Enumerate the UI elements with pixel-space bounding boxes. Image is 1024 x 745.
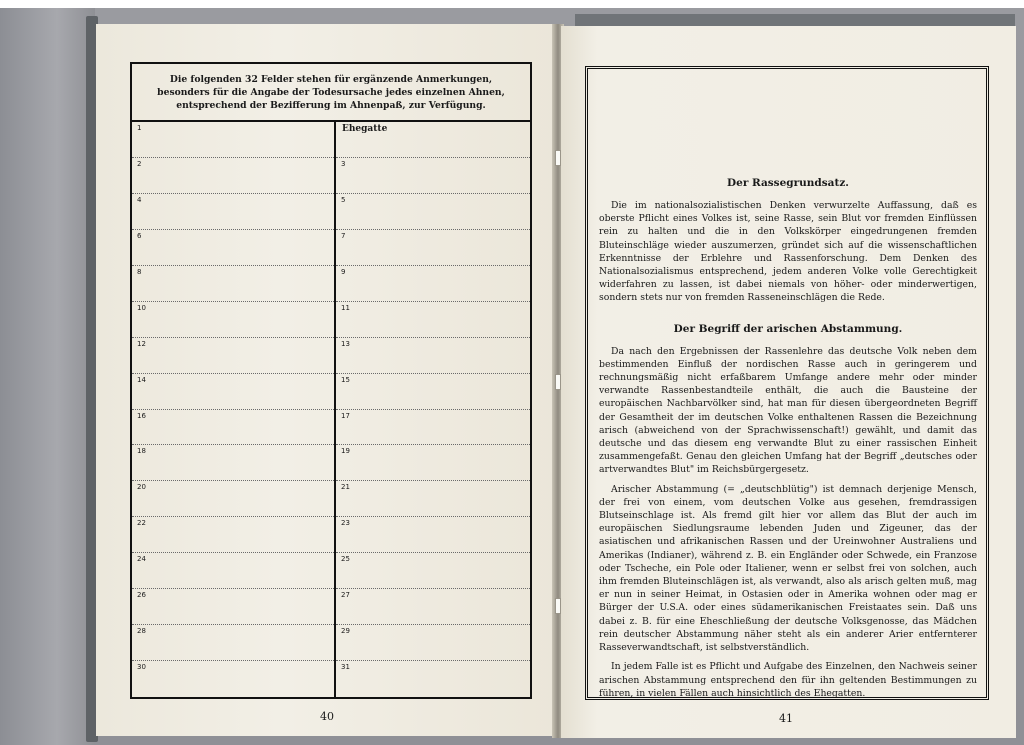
table-cell [336,445,530,481]
cell-number: 10 [137,303,146,312]
cell-number: 11 [341,303,350,312]
cell-number: 30 [137,663,146,672]
right-page [561,26,1016,738]
table-cell [132,445,334,481]
paragraph: In jedem Falle ist es Pflicht und Aufgabe des Einzelnen, den Nachweis seiner arischen Abstammung entsprechend den für ihn geltenden Bestimmungen zu führen, in vielen Fällen auch hinsichtlich des Ehegatten. [599,661,977,699]
table-cell [132,625,334,661]
cell-number: 4 [137,195,142,204]
cell-number: 17 [341,411,350,420]
cell-number: 16 [137,411,146,420]
table-cell [336,410,530,446]
table-body [132,122,530,697]
cell-number: 23 [341,519,350,528]
table-cell [132,266,334,302]
table-cell [132,481,334,517]
cell-number: 14 [137,375,146,384]
cell-number: 13 [341,339,350,348]
cell-number: 15 [341,375,350,384]
table-cell [336,553,530,589]
table-cell [132,122,334,158]
cell-number: 12 [137,339,146,348]
text-frame [585,66,989,700]
cell-number: 22 [137,519,146,528]
cell-number: 18 [137,447,146,456]
table-cell [132,302,334,338]
cell-number: 26 [137,591,146,600]
cell-number: 25 [341,555,350,564]
page-number: 41 [779,712,793,725]
table-cell [132,589,334,625]
table-cell [132,661,334,697]
table-cell [336,517,530,553]
table-cell [336,625,530,661]
table-header-text: Die folgenden 32 Felder stehen für ergänzende Anmerkungen, besonders für die Angabe der Todesursache jedes einzelnen Ahnen, entsprechend der Bezifferung im Ahnenpaß, zur Verfügung. [157,73,505,111]
heading-arische-abstammung: Der Begriff der arischen Abstammung. [673,322,903,335]
table-cell [336,374,530,410]
table-cell [336,266,530,302]
paragraph: Die im nationalsozialistischen Denken verwurzelte Auffassung, daß es oberste Pflicht eines Volkes ist, seine Rasse, sein Blut vor fremden Einflüssen rein zu halten und die in den Volkskörper eingedrungenen fremden Bluteinschläge wieder auszumerzen, gründet sich auf die wissenschaftlichen Erkenntnisse der Erblehre und Rassenforschung. Dem Denken des Nationalsozialismus entsprechend, jedem anderen Volke volle Gerechtigkeit widerfahren zu lassen, ist dabei niemals von höher- oder minderwertigen, sondern stets nur von fremden Rasseneinschlägen die Rede. [599,200,977,304]
cell-number: 9 [341,267,346,276]
table-cell [132,230,334,266]
cell-number: 6 [137,231,142,240]
cell-number: 3 [341,159,346,168]
table-cell [336,481,530,517]
cell-number: 8 [137,267,142,276]
table-cell [336,338,530,374]
table-cell [132,553,334,589]
cell-number: 27 [341,591,350,600]
table-cell [132,374,334,410]
table-cell [132,410,334,446]
cell-number: 28 [137,627,146,636]
table-cell [132,338,334,374]
cell-number: 21 [341,483,350,492]
paragraph: Arischer Abstammung (= „deutschblütig") ist demnach derjenige Mensch, der frei von einem, vom deutschen Volke aus gesehen, fremdrassigen Blutseinschlage ist. Als fremd gilt hier vor allem das Blut der auch im europäischen Siedlungsraume lebenden Juden und Zigeuner, das der asiatischen und afrikanischen Rassen und der Ureinwohner Australiens und Amerikas (Indianer), während z. B. ein Engländer oder Schwede, ein Franzose oder Tscheche, ein Pole oder Italiener, wenn er selbst frei von solchen, auch ihm fremden Bluteinschlägen ist, als verwandt, also als arisch gelten muß, mag er nun in seiner Heimat, in Ostasien oder in Amerika wohnen oder mag er Bürger der U.S.A. oder eines südamerikanischen Freistaates sein. Daß uns dabei z. B. für eine Eheschließung der deutsche Volksgenosse, das Mädchen rein deutscher Abstammung näher steht als ein anderer Arier entfernterer Rasseverwandtschaft, ist selbstverständlich. [599,483,977,654]
cell-number: 19 [341,447,350,456]
table-cell [132,158,334,194]
table-cell [336,158,530,194]
table-cell [132,194,334,230]
background-left [0,8,95,745]
ancestor-notes-table [130,62,532,699]
table-cell [336,122,530,158]
cell-number: 24 [137,555,146,564]
table-cell [336,589,530,625]
cell-number: 20 [137,483,146,492]
left-page [96,24,558,736]
cell-number: 31 [341,663,350,672]
paragraph: Da nach den Ergebnissen der Rassenlehre das deutsche Volk neben dem bestimmenden Einfluß der nordischen Rasse auch in geringerem und rechnungsmäßig nicht erfaßbarem Umfange andere mehr oder minder verwandte Rassenbestandteile enthält, die auch die Bausteine der europäischen Nachbarvölker sind, hat man für diesen übergeordneten Begriff der Gesamtheit der im deutschen Volke enthaltenen Rassen die Bezeichnung arisch (abweichend von der Sprachwissenschaft!) gewählt, und damit das deutsche und das diesem eng verwandte Blut zu einer rassischen Einheit zusammengefaßt. Genau den gleichen Umfang hat der Begriff „deutsches oder artverwandtes Blut" im Reichsbürgergesetz. [599,345,977,476]
page-number: 40 [320,710,334,723]
table-cell [132,517,334,553]
cell-number: 5 [341,195,346,204]
heading-rassegrundsatz: Der Rassegrundsatz. [727,177,849,189]
table-cell [336,661,530,697]
table-cell [336,230,530,266]
cell-number: 29 [341,627,350,636]
spouse-label: Ehegatte [342,124,388,134]
table-cell [336,194,530,230]
table-cell [336,302,530,338]
cell-number: 1 [137,124,142,132]
cell-number: 2 [137,159,142,168]
cell-number: 7 [341,231,346,240]
table-header [132,64,530,122]
